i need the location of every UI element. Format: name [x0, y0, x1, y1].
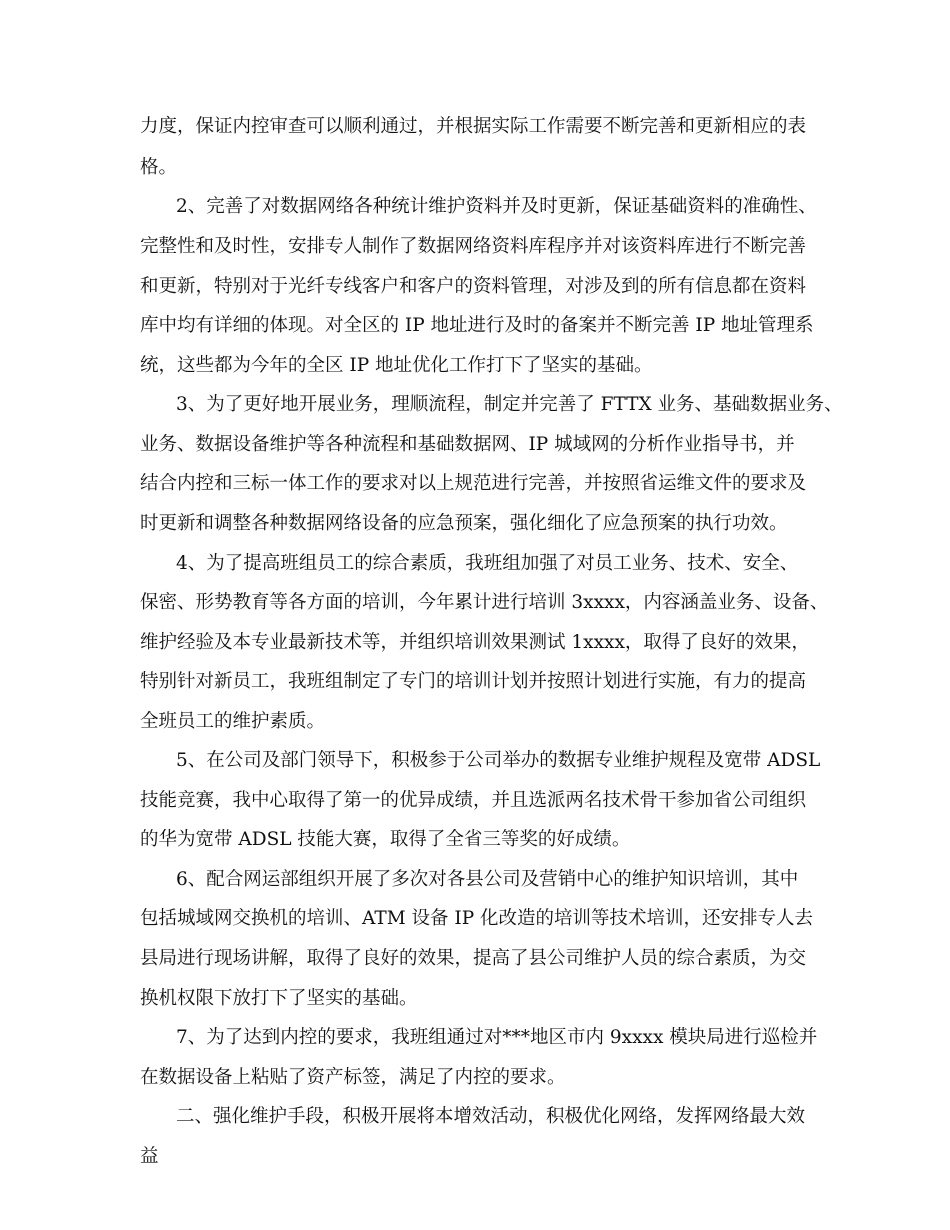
text-line: 特别针对新员工，我班组制定了专门的培训计划并按照计划进行实施，有力的提高: [140, 671, 807, 692]
text-line: 维护经验及本专业最新技术等，并组织培训效果测试 1xxxx，取得了良好的效果，: [140, 632, 810, 653]
text-line: 结合内控和三标一体工作的要求对以上规范进行完善，并按照省运维文件的要求及: [140, 473, 807, 494]
paragraph-start-line: 5、在公司及部门领导下，积极参于公司举办的数据专业维护规程及宽带 ADSL: [176, 750, 821, 771]
text-line: 和更新，特别对于光纤专线客户和客户的资料管理，对涉及到的所有信息都在资料: [140, 276, 807, 297]
text-line: 时更新和调整各种数据网络设备的应急预案，强化细化了应急预案的执行功效。: [140, 513, 788, 534]
text-line: 包括城域网交换机的培训、ATM 设备 IP 化改造的培训等技术培训，还安排专人去: [140, 908, 814, 929]
text-line: 技能竞赛，我中心取得了第一的优异成绩，并且选派两名技术骨干参加省公司组织: [140, 790, 807, 811]
section-heading-line: 二、强化维护手段，积极开展将本增效活动，积极优化网络，发挥网络最大效: [176, 1106, 806, 1127]
text-line: 换机权限下放打下了坚实的基础。: [140, 988, 418, 1009]
text-line: 的华为宽带 ADSL 技能大赛，取得了全省三等奖的好成绩。: [140, 829, 631, 850]
text-line: 县局进行现场讲解，取得了良好的效果，提高了县公司维护人员的综合素质，为交: [140, 948, 807, 969]
paragraph-start-line: 6、配合网运部组织开展了多次对各县公司及营销中心的维护知识培训，其中: [176, 869, 799, 890]
paragraph-start-line: 7、为了达到内控的要求，我班组通过对***地区市内 9xxxx 模块局进行巡检并: [176, 1027, 818, 1048]
paragraph-start-line: 2、完善了对数据网络各种统计维护资料并及时更新，保证基础资料的准确性、: [176, 196, 817, 217]
text-line: 全班员工的维护素质。: [140, 711, 326, 732]
text-line: 完整性和及时性，安排专人制作了数据网络资料库程序并对该资料库进行不断完善: [140, 236, 807, 257]
text-line: 在数据设备上粘贴了资产标签，满足了内控的要求。: [140, 1067, 566, 1088]
text-line: 益: [140, 1146, 159, 1167]
text-line: 保密、形势教育等各方面的培训，今年累计进行培训 3xxxx，内容涵盖业务、设备、: [140, 592, 829, 613]
text-line: 统，这些都为今年的全区 IP 地址优化工作打下了坚实的基础。: [140, 355, 653, 376]
paragraph-start-line: 4、为了提高班组员工的综合素质，我班组加强了对员工业务、技术、安全、: [176, 553, 799, 574]
text-line: 库中均有详细的体现。对全区的 IP 地址进行及时的备案并不断完善 IP 地址管理系: [140, 315, 814, 336]
text-line: 格。: [140, 157, 178, 178]
text-line: 业务、数据设备维护等各种流程和基础数据网、IP 城域网的分析作业指导书，并: [140, 434, 795, 455]
paragraph-start-line: 3、为了更好地开展业务，理顺流程，制定并完善了 FTTX 业务、基础数据业务、: [176, 394, 843, 415]
text-line: 力度，保证内控审查可以顺利通过，并根据实际工作需要不断完善和更新相应的表: [140, 116, 807, 137]
